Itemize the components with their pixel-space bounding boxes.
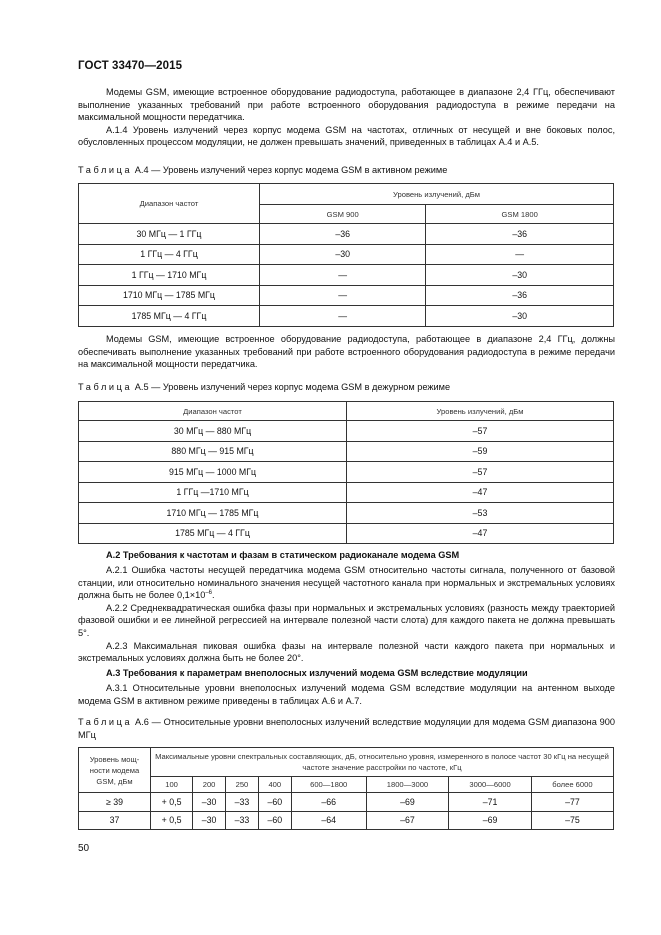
cell: –60 (258, 811, 291, 830)
col-header: Уровень излучений, дБм (347, 402, 614, 421)
table-row (79, 285, 614, 306)
cell: –57 (347, 421, 614, 442)
page-number: 50 (78, 843, 90, 854)
cell: + 0,5 (151, 811, 193, 830)
col-header: 100 (151, 777, 193, 793)
table-row (79, 421, 614, 442)
table-row (79, 523, 614, 544)
table-title: А.6 — Относительные уровни внеполосных излучений вследствие модуляции для модема GSM диапазона 900 МГц (78, 717, 615, 740)
table-a6-caption (78, 716, 615, 741)
cell: 1710 МГц — 1785 МГц (79, 503, 347, 524)
cell: 1710 МГц — 1785 МГц (79, 285, 260, 306)
cell: 1 ГГц —1710 МГц (79, 482, 347, 503)
col-header: Диапазон частот (79, 184, 260, 224)
cell: –67 (366, 811, 449, 830)
table-a5-caption (78, 381, 615, 394)
table-row (79, 793, 614, 812)
cell: –60 (258, 793, 291, 812)
cell: –47 (347, 523, 614, 544)
paragraph: А.1.4 Уровень излучений через корпус модема GSM на частотах, отличных от несущей и вне боковых полос, обусловленных процессом модуляции, не должен превышать значений, приведенных в таблицах А.4 и А.5. (78, 124, 615, 148)
table-a5 (78, 401, 614, 544)
cell: –36 (426, 285, 614, 306)
paragraph-text: . (212, 590, 215, 601)
exponent: –6 (205, 590, 213, 597)
table-a4 (78, 183, 614, 327)
cell: 1 ГГц — 1710 МГц (79, 265, 260, 286)
cell: 30 МГц — 880 МГц (79, 421, 347, 442)
cell: 880 МГц — 915 МГц (79, 441, 347, 462)
table-a6 (78, 747, 614, 830)
paragraph: Модемы GSM, имеющие встроенное оборудование радиодоступа, работающее в диапазоне 2,4 ГГц, обеспечивают выполнение указанных требований при работе встроенного оборудования радиодоступа в режиме передачи на максимальной мощности передатчика. (78, 87, 615, 123)
col-header: Максимальные уровни спектральных составляющих, дБ, относительно уровня, измеренного в полосе частот 30 кГц на несущей частоте значение расстройки по частоте, кГц (151, 748, 614, 777)
col-header: 600—1800 (291, 777, 366, 793)
table-row (79, 503, 614, 524)
section-a3-body (78, 682, 615, 707)
col-header: более 6000 (531, 777, 613, 793)
table-row (79, 482, 614, 503)
cell: –36 (426, 224, 614, 245)
block-2 (78, 333, 615, 371)
table-label: Таблица (78, 165, 133, 175)
paragraph: А.2.3 Максимальная пиковая ошибка фазы на интервале полезной части каждого пакета при нормальных и экстремальных условиях должна быть не более 20°. (78, 640, 615, 664)
cell: –30 (426, 306, 614, 327)
col-header: GSM 1800 (426, 205, 614, 224)
cell: –69 (449, 811, 532, 830)
cell: 30 МГц — 1 ГГц (79, 224, 260, 245)
table-row (79, 224, 614, 245)
col-header: Диапазон частот (79, 402, 347, 421)
cell: –36 (260, 224, 426, 245)
cell: –75 (531, 811, 613, 830)
paragraph: Модемы GSM, имеющие встроенное оборудование радиодоступа, работающее в диапазоне 2,4 ГГц, должны обеспечивать выполнение указанных требований при работе встроенного оборудования радиодоступа в режиме передачи на максимальной мощности передатчика. (78, 334, 615, 370)
section-a3-title: А.3 Требования к параметрам внеполосных излучений модема GSM вследствие модуляции (106, 668, 528, 678)
cell: –59 (347, 441, 614, 462)
paragraph: А.3.1 Относительные уровни внеполосных излучений модема GSM вследствие модуляции на антенном выходе модема GSM в активном режиме приведены в таблицах А.6 и А.7. (78, 683, 615, 706)
table-title: А.5 — Уровень излучений через корпус модема GSM в дежурном режиме (132, 382, 451, 392)
cell: –33 (226, 793, 259, 812)
paragraph (78, 564, 615, 602)
cell: 1785 МГц — 4 ГГц (79, 523, 347, 544)
col-header: 250 (226, 777, 259, 793)
cell: –30 (193, 793, 226, 812)
table-label: Таблица (78, 717, 133, 727)
table-label: Таблица (78, 382, 133, 392)
cell: — (260, 265, 426, 286)
table-a4-caption (78, 164, 615, 177)
table-row (79, 265, 614, 286)
cell: –57 (347, 462, 614, 483)
cell: –71 (449, 793, 532, 812)
paragraph-text: А.2.1 Ошибка частоты несущей передатчика модема GSM относительно частоты сигнала, полученного от базовой станции, или относительно номинального значения несущей частотного канала при нормальных и экстремальных условиях должна быть не более 0,1×10 (78, 565, 615, 601)
cell: 1785 МГц — 4 ГГц (79, 306, 260, 327)
cell: –66 (291, 793, 366, 812)
section-a2-title: А.2 Требования к частотам и фазам в статическом радиоканале модема GSM (106, 550, 460, 560)
cell: — (260, 306, 426, 327)
cell: –64 (291, 811, 366, 830)
cell: –30 (426, 265, 614, 286)
cell: –47 (347, 482, 614, 503)
table-row (79, 306, 614, 327)
col-header: 1800—3000 (366, 777, 449, 793)
col-header: 3000—6000 (449, 777, 532, 793)
cell: –77 (531, 793, 613, 812)
cell: –30 (193, 811, 226, 830)
document-header: ГОСТ 33470—2015 (78, 60, 183, 72)
col-header: 200 (193, 777, 226, 793)
table-row (79, 811, 614, 830)
col-header: Уровень мощ-ности модема GSM, дБм (79, 748, 151, 793)
intro-block (78, 86, 615, 149)
cell: –69 (366, 793, 449, 812)
table-row (79, 441, 614, 462)
cell: + 0,5 (151, 793, 193, 812)
cell: ≥ 39 (79, 793, 151, 812)
col-header: Уровень излучений, дБм (260, 184, 614, 205)
table-row (79, 244, 614, 265)
cell: — (260, 285, 426, 306)
cell: — (426, 244, 614, 265)
table-row (79, 462, 614, 483)
paragraph: А.2.2 Среднеквадратическая ошибка фазы при нормальных и экстремальных условиях (разность между траекторией фазовой ошибки и ее линейной регрессией на интервале полезной части слота) для каждого пакета не должна превышать 5°. (78, 602, 615, 638)
cell: 1 ГГц — 4 ГГц (79, 244, 260, 265)
section-a2-body (78, 564, 615, 665)
cell: 915 МГц — 1000 МГц (79, 462, 347, 483)
col-header: GSM 900 (260, 205, 426, 224)
cell: –53 (347, 503, 614, 524)
col-header: 400 (258, 777, 291, 793)
cell: –30 (260, 244, 426, 265)
cell: –33 (226, 811, 259, 830)
cell: 37 (79, 811, 151, 830)
table-title: А.4 — Уровень излучений через корпус модема GSM в активном режиме (132, 165, 448, 175)
